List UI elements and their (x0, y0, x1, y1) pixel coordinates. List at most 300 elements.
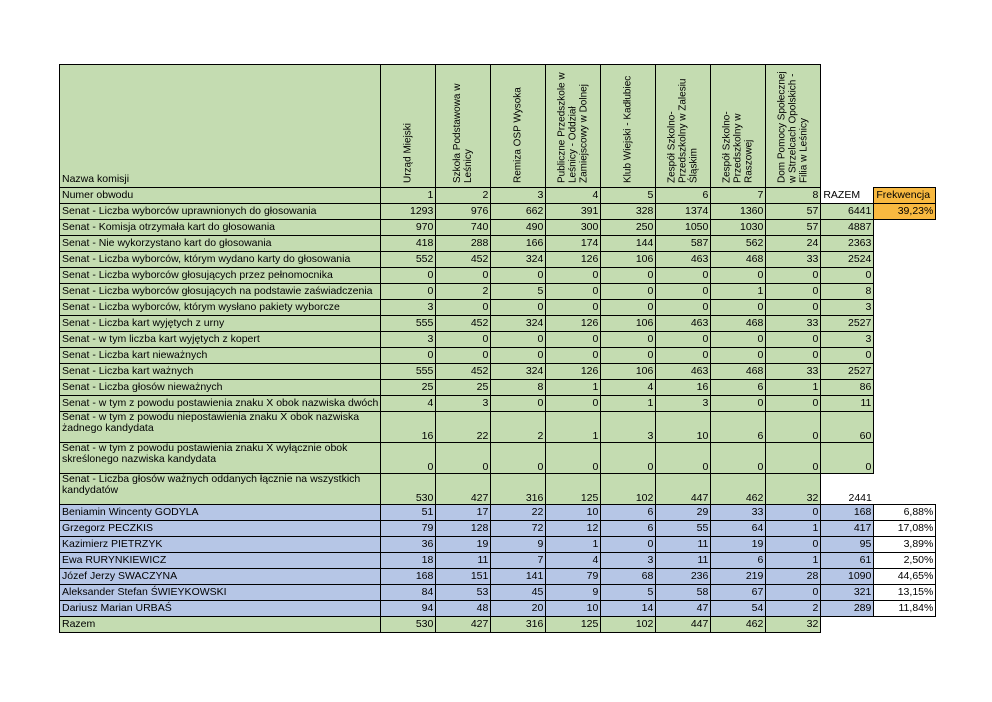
candidate-name[interactable]: Grzegorz PECZKIS (60, 521, 381, 537)
cell[interactable]: 48 (436, 601, 491, 617)
cell[interactable]: 452 (436, 316, 491, 332)
cell[interactable]: 151 (436, 569, 491, 585)
cell[interactable]: 6 (656, 188, 711, 204)
komisja-header[interactable]: Nazwa komisji (60, 65, 381, 188)
column-header-5[interactable] (601, 65, 656, 188)
cell[interactable]: 236 (656, 569, 711, 585)
total-cell[interactable]: 60 (821, 412, 874, 443)
cell[interactable]: 16 (381, 412, 436, 443)
cell[interactable]: 452 (436, 252, 491, 268)
percent-cell[interactable]: 3,89% (874, 537, 936, 553)
cell[interactable]: 1 (601, 396, 656, 412)
cell[interactable]: 11 (656, 537, 711, 553)
row-label[interactable]: Senat - w tym liczba kart wyjętych z kopert (60, 332, 381, 348)
cell[interactable]: 19 (711, 537, 766, 553)
cell[interactable]: 0 (546, 348, 601, 364)
cell[interactable]: 1 (711, 284, 766, 300)
cell[interactable]: 3 (656, 396, 711, 412)
cell[interactable]: 427 (436, 617, 491, 633)
cell[interactable]: 9 (546, 585, 601, 601)
spacer (874, 396, 936, 412)
cell[interactable]: 18 (381, 553, 436, 569)
cell[interactable]: 462 (711, 617, 766, 633)
cell[interactable]: 7 (711, 188, 766, 204)
cell[interactable]: 0 (656, 332, 711, 348)
cell[interactable]: 555 (381, 316, 436, 332)
cell[interactable]: 4 (546, 188, 601, 204)
cell[interactable]: 5 (491, 284, 546, 300)
table-row-tall (60, 443, 936, 474)
total-cell[interactable]: 4887 (821, 220, 874, 236)
cell[interactable]: 0 (546, 332, 601, 348)
cell[interactable]: 29 (656, 505, 711, 521)
column-header-3[interactable] (491, 65, 546, 188)
row-label[interactable]: Razem (60, 617, 381, 633)
cell[interactable]: 6 (601, 505, 656, 521)
row-label[interactable]: Senat - Liczba kart ważnych (60, 364, 381, 380)
cell[interactable]: 1 (546, 537, 601, 553)
cell[interactable]: 447 (656, 474, 711, 505)
cell[interactable]: 288 (436, 236, 491, 252)
razem-header[interactable]: RAZEM (823, 188, 861, 201)
row-label[interactable]: Numer obwodu (60, 188, 381, 204)
cell[interactable]: 0 (656, 348, 711, 364)
cell[interactable]: 8 (491, 380, 546, 396)
spacer (821, 617, 874, 633)
spacer (874, 300, 936, 316)
cell[interactable]: 0 (436, 332, 491, 348)
cell[interactable]: 3 (381, 300, 436, 316)
cell[interactable]: 125 (546, 474, 601, 505)
cell[interactable]: 2 (491, 412, 546, 443)
candidate-name[interactable]: Beniamin Wincenty GODYLA (60, 505, 381, 521)
cell[interactable]: 468 (711, 316, 766, 332)
cell[interactable]: 67 (711, 585, 766, 601)
razem-row (60, 617, 936, 633)
cell[interactable]: 324 (491, 252, 546, 268)
cell[interactable]: 0 (766, 443, 821, 474)
cell[interactable]: 0 (436, 443, 491, 474)
cell[interactable]: 25 (436, 380, 491, 396)
row-label[interactable]: Senat - Liczba wyborców, którym wydano karty do głosowania (60, 252, 381, 268)
cell[interactable]: 3 (601, 412, 656, 443)
cell[interactable]: 0 (601, 284, 656, 300)
cell[interactable]: 54 (711, 601, 766, 617)
total-cell[interactable]: 321 (821, 585, 874, 601)
candidate-name[interactable]: Dariusz Marian URBAŚ (60, 601, 381, 617)
cell[interactable]: 0 (381, 268, 436, 284)
cell[interactable]: 126 (546, 364, 601, 380)
cell[interactable]: 68 (601, 569, 656, 585)
cell[interactable]: 0 (491, 443, 546, 474)
cell[interactable]: 0 (711, 443, 766, 474)
cell[interactable]: 0 (711, 348, 766, 364)
total-cell[interactable]: 2363 (821, 236, 874, 252)
cell[interactable]: 324 (491, 364, 546, 380)
cell[interactable]: 970 (381, 220, 436, 236)
cell[interactable]: 55 (656, 521, 711, 537)
cell[interactable]: 0 (766, 268, 821, 284)
cell[interactable]: 0 (656, 300, 711, 316)
row-label[interactable]: Senat - Komisja otrzymała kart do głosowania (60, 220, 381, 236)
cell[interactable]: 84 (381, 585, 436, 601)
cell[interactable]: 740 (436, 220, 491, 236)
total-cell[interactable]: 2527 (821, 316, 874, 332)
cell[interactable]: 174 (546, 236, 601, 252)
cell[interactable]: 6 (711, 380, 766, 396)
cell[interactable]: 0 (766, 537, 821, 553)
cell[interactable]: 328 (601, 204, 656, 220)
cell[interactable]: 1374 (656, 204, 711, 220)
row-label[interactable]: Senat - w tym z powodu niepostawienia znaku X obok nazwiska żadnego kandydata (60, 412, 381, 443)
cell[interactable]: 12 (546, 521, 601, 537)
cell[interactable]: 57 (766, 220, 821, 236)
row-label[interactable]: Senat - w tym z powodu postawienia znaku X obok nazwiska dwóch (60, 396, 381, 412)
cell[interactable]: 125 (546, 617, 601, 633)
total-cell[interactable]: 95 (821, 537, 874, 553)
row-label[interactable]: Senat - Liczba wyborców, którym wysłano pakiety wyborcze (60, 300, 381, 316)
candidate-row (60, 537, 936, 553)
cell[interactable]: 106 (601, 252, 656, 268)
cell[interactable]: 0 (711, 300, 766, 316)
table-row-tall (60, 412, 936, 443)
cell[interactable]: 0 (601, 348, 656, 364)
row-label[interactable]: Senat - Liczba głosów ważnych oddanych łącznie na wszystkich kandydatów (60, 474, 381, 505)
row-label[interactable]: Senat - Liczba wyborców głosujących na podstawie zaświadczenia (60, 284, 381, 300)
cell[interactable]: 300 (546, 220, 601, 236)
candidate-row (60, 585, 936, 601)
total-cell[interactable]: 289 (821, 601, 874, 617)
cell[interactable]: 102 (601, 617, 656, 633)
table-row (60, 300, 936, 316)
cell[interactable]: 2 (766, 601, 821, 617)
cell[interactable]: 0 (766, 396, 821, 412)
candidate-row (60, 505, 936, 521)
cell[interactable]: 45 (491, 585, 546, 601)
table-row (60, 236, 936, 252)
cell[interactable]: 24 (766, 236, 821, 252)
total-cell[interactable]: 1090 (821, 569, 874, 585)
table-row (60, 204, 936, 220)
spacer (874, 220, 936, 236)
cell[interactable]: 33 (766, 316, 821, 332)
cell[interactable]: 8 (766, 188, 821, 204)
cell[interactable]: 2 (436, 284, 491, 300)
total-cell[interactable]: 2524 (821, 252, 874, 268)
spacer (874, 65, 936, 188)
cell[interactable]: 144 (601, 236, 656, 252)
total-cell[interactable]: 0 (821, 348, 874, 364)
cell[interactable]: 6 (601, 521, 656, 537)
row-label[interactable]: Senat - Liczba wyborców głosujących przez pełnomocnika (60, 268, 381, 284)
candidate-row (60, 601, 936, 617)
cell[interactable]: 0 (436, 348, 491, 364)
total-cell[interactable]: 61 (821, 553, 874, 569)
cell[interactable]: 0 (711, 396, 766, 412)
cell[interactable]: 452 (436, 364, 491, 380)
row-label[interactable]: Senat - Liczba kart wyjętych z urny (60, 316, 381, 332)
total-cell[interactable]: 0 (821, 443, 874, 474)
cell[interactable]: 0 (436, 268, 491, 284)
cell[interactable]: 10 (546, 505, 601, 521)
cell[interactable]: 468 (711, 252, 766, 268)
total-cell[interactable]: 2441 (848, 492, 872, 504)
table-row-tall (60, 474, 936, 505)
cell[interactable]: 5 (601, 188, 656, 204)
cell[interactable]: 0 (766, 348, 821, 364)
cell[interactable]: 106 (601, 364, 656, 380)
column-header-1[interactable] (381, 65, 436, 188)
total-cell[interactable]: 417 (821, 521, 874, 537)
cell[interactable]: 662 (491, 204, 546, 220)
cell[interactable]: 53 (436, 585, 491, 601)
cell[interactable]: 1 (546, 412, 601, 443)
cell[interactable]: 0 (711, 332, 766, 348)
cell[interactable]: 250 (601, 220, 656, 236)
cell[interactable]: 94 (381, 601, 436, 617)
column-header-label: Urząd Miejski (402, 122, 414, 183)
cell[interactable]: 463 (656, 364, 711, 380)
cell[interactable]: 1 (766, 380, 821, 396)
cell[interactable]: 32 (766, 617, 821, 633)
total-cell[interactable]: 3 (821, 300, 874, 316)
spacer (874, 332, 936, 348)
cell[interactable]: 0 (491, 396, 546, 412)
frekwencja-value[interactable]: 39,23% (874, 204, 936, 220)
percent-cell[interactable]: 11,84% (874, 601, 936, 617)
cell[interactable]: 25 (381, 380, 436, 396)
cell[interactable]: 5 (601, 585, 656, 601)
cell[interactable]: 0 (546, 396, 601, 412)
cell[interactable]: 0 (546, 284, 601, 300)
column-header-label: Zespół Szkolno-Przedszkolny w Raszowej (721, 111, 755, 183)
spacer (874, 364, 936, 380)
cell[interactable]: 168 (381, 569, 436, 585)
spacer (821, 65, 874, 188)
cell[interactable]: 0 (601, 268, 656, 284)
cell[interactable]: 4 (546, 553, 601, 569)
cell[interactable]: 1 (766, 521, 821, 537)
cell[interactable]: 0 (491, 268, 546, 284)
spacer (874, 316, 936, 332)
cell[interactable]: 0 (711, 268, 766, 284)
cell[interactable]: 555 (381, 364, 436, 380)
results-sheet (59, 64, 936, 633)
cell[interactable]: 3 (491, 188, 546, 204)
cell[interactable]: 468 (711, 364, 766, 380)
cell[interactable]: 324 (491, 316, 546, 332)
column-header-2[interactable] (436, 65, 491, 188)
cell[interactable]: 447 (656, 617, 711, 633)
cell[interactable]: 463 (656, 252, 711, 268)
cell[interactable]: 64 (711, 521, 766, 537)
cell[interactable]: 17 (436, 505, 491, 521)
cell[interactable]: 463 (656, 316, 711, 332)
cell[interactable]: 552 (381, 252, 436, 268)
cell[interactable]: 32 (766, 474, 821, 505)
percent-cell[interactable]: 44,65% (874, 569, 936, 585)
cell[interactable]: 14 (601, 601, 656, 617)
cell[interactable]: 1 (381, 188, 436, 204)
cell[interactable]: 126 (546, 252, 601, 268)
cell[interactable]: 20 (491, 601, 546, 617)
cell[interactable]: 7 (491, 553, 546, 569)
row-label[interactable]: Senat - Liczba kart nieważnych (60, 348, 381, 364)
cell[interactable]: 33 (766, 252, 821, 268)
cell[interactable]: 128 (436, 521, 491, 537)
cell[interactable]: 418 (381, 236, 436, 252)
cell[interactable]: 0 (766, 332, 821, 348)
cell[interactable]: 6 (711, 412, 766, 443)
table-row (60, 316, 936, 332)
row-label[interactable]: Senat - Nie wykorzystano kart do głosowania (60, 236, 381, 252)
cell[interactable]: 22 (491, 505, 546, 521)
percent-cell[interactable]: 6,88% (874, 505, 936, 521)
total-cell[interactable]: 11 (821, 396, 874, 412)
total-cell[interactable]: 8 (821, 284, 874, 300)
percent-cell[interactable]: 17,08% (874, 521, 936, 537)
cell[interactable]: 33 (766, 364, 821, 380)
cell[interactable]: 1030 (711, 220, 766, 236)
column-header-8[interactable] (766, 65, 821, 188)
cell[interactable]: 0 (601, 300, 656, 316)
cell[interactable]: 1360 (711, 204, 766, 220)
cell[interactable]: 72 (491, 521, 546, 537)
cell[interactable]: 316 (491, 617, 546, 633)
cell[interactable]: 4 (601, 380, 656, 396)
cell[interactable]: 0 (546, 268, 601, 284)
cell[interactable]: 219 (711, 569, 766, 585)
cell[interactable]: 57 (766, 204, 821, 220)
cell[interactable]: 51 (381, 505, 436, 521)
spacer (874, 380, 936, 396)
cell[interactable]: 0 (656, 443, 711, 474)
cell[interactable]: 11 (436, 553, 491, 569)
cell[interactable]: 3 (381, 332, 436, 348)
cell[interactable]: 19 (436, 537, 491, 553)
cell[interactable]: 79 (546, 569, 601, 585)
cell[interactable]: 0 (381, 348, 436, 364)
numer-obwodu-row (60, 188, 936, 204)
cell[interactable]: 3 (601, 553, 656, 569)
percent-cell[interactable]: 13,15% (874, 585, 936, 601)
cell[interactable]: 391 (546, 204, 601, 220)
cell[interactable]: 1 (546, 380, 601, 396)
row-label[interactable]: Senat - w tym z powodu postawienia znaku X wyłącznie obok skreślonego nazwiska kandydata (60, 443, 381, 474)
candidate-name[interactable]: Aleksander Stefan ŚWIEYKOWSKI (60, 585, 381, 601)
cell[interactable]: 1293 (381, 204, 436, 220)
cell[interactable]: 0 (546, 300, 601, 316)
cell[interactable]: 22 (436, 412, 491, 443)
cell[interactable]: 6 (711, 553, 766, 569)
cell[interactable]: 0 (766, 300, 821, 316)
cell[interactable]: 0 (766, 412, 821, 443)
cell[interactable]: 0 (601, 537, 656, 553)
cell[interactable]: 102 (601, 474, 656, 505)
cell[interactable]: 530 (381, 474, 436, 505)
cell[interactable]: 976 (436, 204, 491, 220)
cell[interactable]: 2 (436, 188, 491, 204)
cell[interactable]: 58 (656, 585, 711, 601)
cell[interactable]: 0 (601, 332, 656, 348)
column-header-label: Klub Wiejski - Kadłubiec (622, 75, 634, 183)
cell[interactable]: 316 (491, 474, 546, 505)
candidate-name[interactable]: Kazimierz PIETRZYK (60, 537, 381, 553)
cell[interactable]: 1050 (656, 220, 711, 236)
column-header-6[interactable] (656, 65, 711, 188)
cell[interactable]: 106 (601, 316, 656, 332)
cell[interactable]: 11 (656, 553, 711, 569)
cell[interactable]: 427 (436, 474, 491, 505)
cell[interactable]: 16 (656, 380, 711, 396)
cell[interactable]: 36 (381, 537, 436, 553)
cell[interactable]: 0 (491, 332, 546, 348)
cell[interactable]: 28 (766, 569, 821, 585)
column-header-7[interactable] (711, 65, 766, 188)
row-label[interactable]: Senat - Liczba wyborców uprawnionych do głosowania (60, 204, 381, 220)
row-label[interactable]: Senat - Liczba głosów nieważnych (60, 380, 381, 396)
cell[interactable]: 0 (491, 300, 546, 316)
cell[interactable]: 587 (656, 236, 711, 252)
cell[interactable]: 0 (656, 284, 711, 300)
cell[interactable]: 562 (711, 236, 766, 252)
cell[interactable]: 141 (491, 569, 546, 585)
cell[interactable]: 126 (546, 316, 601, 332)
percent-cell[interactable]: 2,50% (874, 553, 936, 569)
cell[interactable]: 79 (381, 521, 436, 537)
cell[interactable]: 10 (656, 412, 711, 443)
cell[interactable]: 0 (766, 284, 821, 300)
cell[interactable]: 530 (381, 617, 436, 633)
total-cell[interactable]: 0 (821, 268, 874, 284)
candidate-name[interactable]: Ewa RURYNKIEWICZ (60, 553, 381, 569)
spacer (874, 412, 936, 443)
cell[interactable]: 10 (546, 601, 601, 617)
candidate-row (60, 553, 936, 569)
cell[interactable]: 0 (381, 443, 436, 474)
frekwencja-header[interactable]: Frekwencja (874, 188, 936, 204)
cell[interactable]: 0 (601, 443, 656, 474)
cell[interactable]: 4 (381, 396, 436, 412)
cell[interactable]: 0 (436, 300, 491, 316)
cell[interactable]: 0 (491, 348, 546, 364)
cell[interactable]: 0 (381, 284, 436, 300)
cell[interactable]: 462 (711, 474, 766, 505)
cell[interactable]: 490 (491, 220, 546, 236)
cell[interactable]: 33 (711, 505, 766, 521)
column-header-4[interactable] (546, 65, 601, 188)
total-cell[interactable]: 168 (821, 505, 874, 521)
table-row (60, 348, 936, 364)
cell[interactable]: 0 (546, 443, 601, 474)
table-row (60, 284, 936, 300)
total-cell[interactable]: 6441 (821, 204, 874, 220)
spacer (874, 268, 936, 284)
candidate-name[interactable]: Józef Jerzy SWACZYNA (60, 569, 381, 585)
header-row (60, 65, 936, 188)
cell[interactable]: 1 (766, 553, 821, 569)
cell[interactable]: 166 (491, 236, 546, 252)
cell[interactable]: 9 (491, 537, 546, 553)
total-cell[interactable]: 2527 (821, 364, 874, 380)
cell[interactable]: 3 (436, 396, 491, 412)
cell[interactable]: 0 (766, 585, 821, 601)
cell[interactable]: 47 (656, 601, 711, 617)
cell[interactable]: 0 (766, 505, 821, 521)
total-cell[interactable]: 3 (821, 332, 874, 348)
total-cell[interactable]: 86 (821, 380, 874, 396)
cell[interactable]: 0 (656, 268, 711, 284)
